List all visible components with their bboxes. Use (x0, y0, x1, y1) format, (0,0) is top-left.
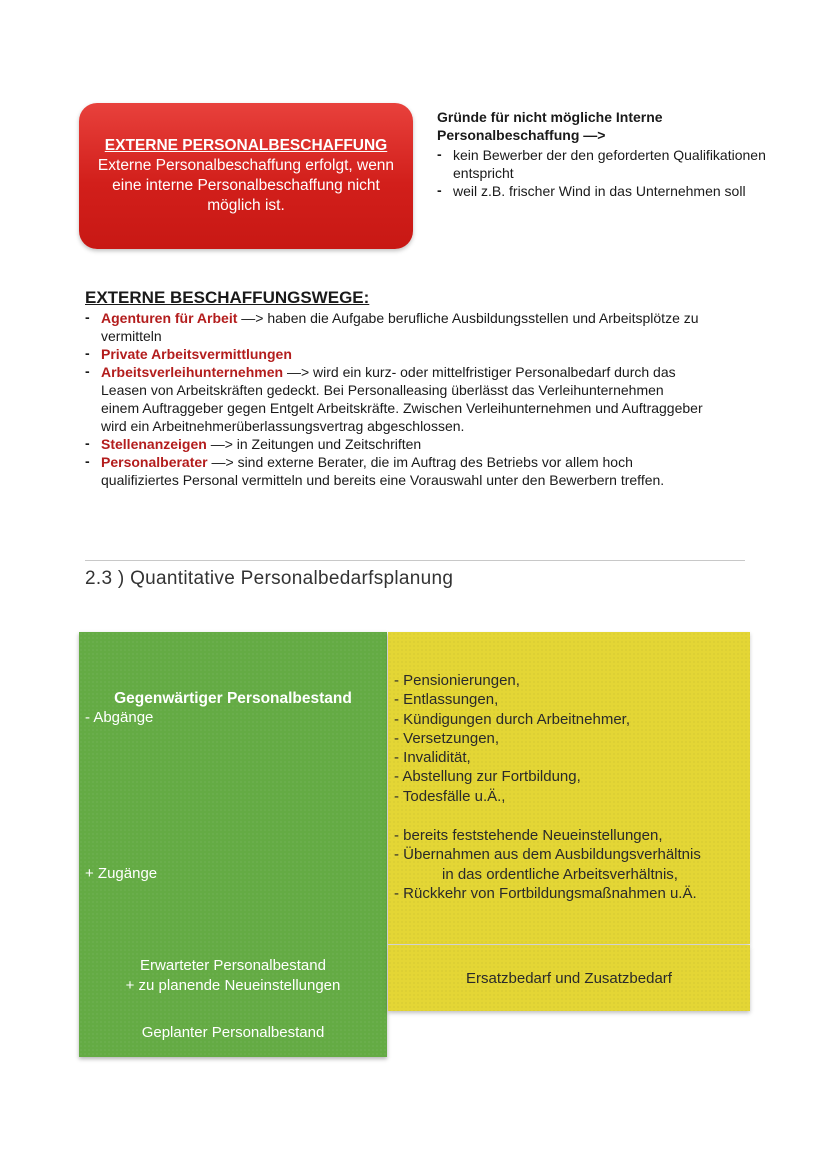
channel-description: —> haben die Aufgabe berufliche Ausbildungsstellen und Arbeitsplötze zu vermitteln (101, 310, 699, 344)
recruitment-channels-title: EXTERNE BESCHAFFUNGSWEGE: (85, 288, 370, 307)
section-heading: 2.3 ) Quantitative Personalbedarfsplanung (85, 568, 454, 589)
section-divider (85, 560, 745, 561)
reasons-block (437, 108, 797, 200)
channel-item (85, 453, 705, 489)
departure-item: - Pensionierungen, (394, 672, 520, 689)
channel-term: Agenturen für Arbeit (101, 310, 238, 326)
additions-list (394, 826, 701, 903)
addition-item: - bereits feststehende Neueinstellungen, (394, 827, 663, 844)
external-recruitment-text: Externe Personalbeschaffung erfolgt, wenn eine interne Personalbeschaffung nicht möglich ist. (97, 157, 395, 214)
departure-item: - Todesfälle u.Ä., (394, 787, 506, 805)
channel-term: Private Arbeitsvermittlungen (101, 346, 292, 362)
reasons-heading: Gründe für nicht mögliche Interne Personalbeschaffung —> (437, 109, 663, 143)
addition-item: - Rückkehr von Fortbildungsmaßnahmen u.Ä. (394, 884, 697, 902)
staff-calculation-panel (79, 632, 387, 1057)
additions-label: + Zugänge (85, 865, 158, 882)
reason-item: - kein Bewerber der den geforderten Qualifikationen entspricht (437, 146, 797, 182)
channel-term: Stellenanzeigen (101, 436, 207, 452)
departures-label: - Abgänge (85, 709, 154, 726)
addition-item: - Übernahmen aus dem Ausbildungsverhältnis (394, 846, 701, 864)
changes-detail-panel (388, 632, 750, 944)
channel-description: —> sind externe Berater, die im Auftrag des Betriebs vor allem hoch qualifiziertes Personal vermitteln und bereits eine Vorauswahl unter den Bewerbern treffen. (101, 454, 665, 488)
recruitment-channels (85, 289, 705, 489)
recruitment-channels-list (85, 309, 705, 489)
reasons-list (437, 146, 797, 200)
departure-item: - Entlassungen, (394, 691, 499, 709)
planned-staff-label: Geplanter Personalbestand (141, 1024, 325, 1041)
channel-description: —> wird ein kurz- oder mittelfristiger Personalbedarf durch das Leasen von Arbeitskräften gedeckt. Bei Personalleasing überlässt das Verleihunternehmen einem Auftraggeber gegen Entgelt Arbeitskräfte. Zwischen Verleihunternehmen und Auftraggeber wird ein Arbeitnehmerüberlassungsvertrag abgeschlossen. (101, 364, 703, 434)
external-recruitment-title: EXTERNE PERSONALBESCHAFFUNG (104, 137, 388, 154)
departures-list (394, 671, 630, 806)
channel-item (85, 363, 705, 435)
channel-item (85, 309, 705, 345)
expected-staff-label: Erwarteter Personalbestand (140, 957, 326, 974)
demand-label: Ersatzbedarf und Zusatzbedarf (466, 969, 672, 987)
departure-item: - Kündigungen durch Arbeitnehmer, (394, 710, 630, 728)
demand-panel (388, 945, 750, 1011)
departure-item: - Abstellung zur Fortbildung, (394, 768, 581, 786)
addition-item: in das ordentliche Arbeitsverhältnis, (442, 865, 678, 883)
channel-item (85, 345, 705, 363)
channel-term: Personalberater (101, 454, 208, 470)
current-staff-label: Gegenwärtiger Personalbestand (114, 690, 352, 707)
channel-item (85, 435, 705, 453)
channel-term: Arbeitsverleihunternehmen (101, 364, 284, 380)
planned-hires-label: + zu planende Neueinstellungen (125, 977, 341, 994)
departure-item: - Versetzungen, (394, 729, 500, 747)
reason-item: - weil z.B. frischer Wind in das Unternehmen soll (437, 182, 797, 200)
departure-item: - Invalidität, (394, 749, 471, 767)
channel-description: —> in Zeitungen und Zeitschriften (206, 436, 422, 452)
external-recruitment-box (79, 103, 413, 249)
